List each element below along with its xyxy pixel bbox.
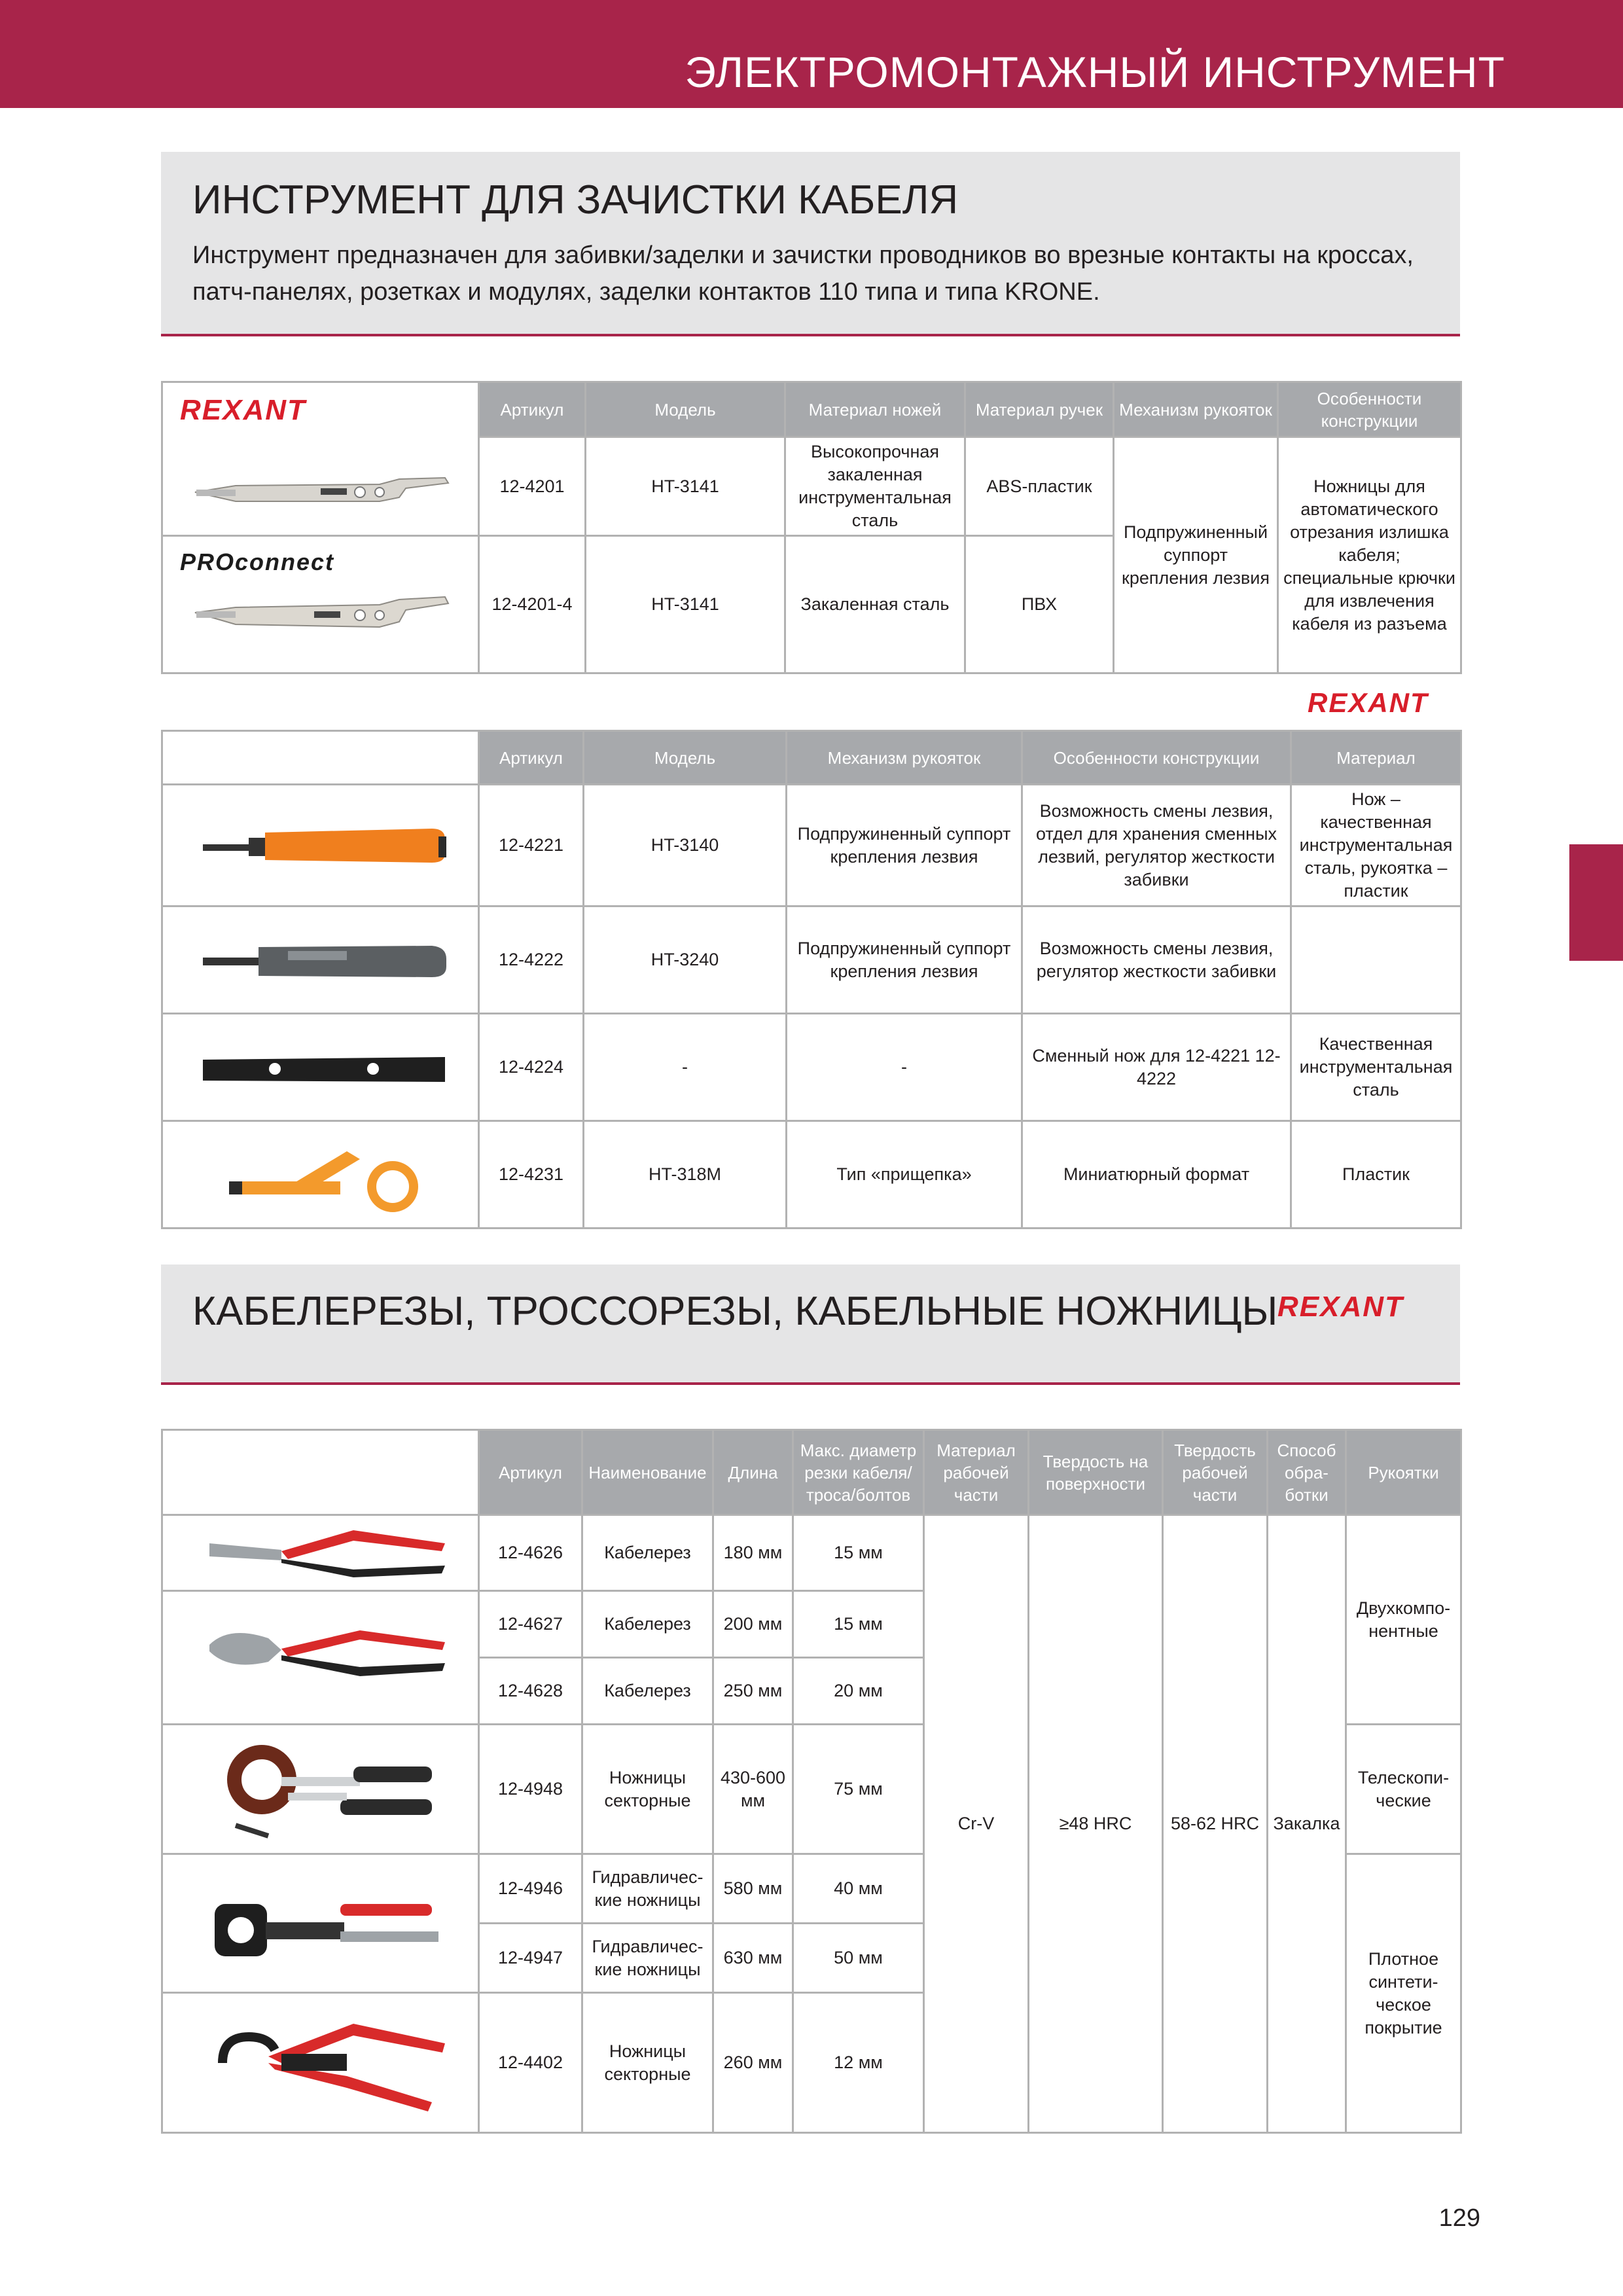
article-cell: 12-4948 [479,1725,582,1854]
table-row [162,785,1461,906]
brand-logo-cell [162,382,479,437]
product-image [162,906,479,1014]
ratchet-cable-cutter-icon [183,1727,458,1852]
table-row [162,1121,1461,1229]
article-cell: 12-4628 [479,1658,582,1725]
surface-hardness-cell: ≥48 HRC [1029,1515,1163,2133]
section-description: Инструмент предназначен для забивки/заделки и зачистки проводников во врезные контакты на кроссах, патч-панелях, розетках и модулях, заделки контактов 110 типа и типа KRONE. [192,242,1414,306]
blade-cell: Закаленная сталь [785,536,965,673]
mechanism-cell: - [787,1014,1022,1121]
col-article: Артикул [479,1430,582,1515]
product-image [162,437,479,536]
diameter-cell: 75 мм [793,1725,924,1854]
article-cell: 12-4221 [479,785,584,906]
length-cell: 180 мм [713,1515,793,1591]
product-image [162,785,479,906]
col-article: Артикул [479,382,586,437]
name-cell: Кабелерез [582,1591,713,1658]
table-row [162,1014,1461,1121]
article-cell: 12-4231 [479,1121,584,1229]
col-name: Наименование [582,1430,713,1515]
col-material: Материал [1291,731,1461,785]
length-cell: 430-600 мм [713,1725,793,1854]
col-blade-material: Материал ножей [785,382,965,437]
features-cell: Сменный нож для 12-4221 12-4222 [1022,1014,1291,1121]
col-work-hardness: Твердость рабочей части [1163,1430,1268,1515]
work-material-cell: Cr-V [924,1515,1029,2133]
col-work-material: Материал рабочей части [924,1430,1029,1515]
handles-cell: Телескопи-ческие [1346,1725,1461,1854]
mini-stripper-icon [177,1129,465,1221]
diameter-cell: 12 мм [793,1993,924,2133]
material-cell: Нож – качественная инструментальная сталь, рукоятка – пластик [1291,785,1461,906]
punch-down-tool-icon [183,573,458,658]
section-cable-cutters [161,1265,1460,1385]
treatment-cell: Закалка [1268,1515,1346,2133]
mechanism-cell: Подпружиненный суппорт крепления лезвия [787,785,1022,906]
product-image [162,536,479,673]
table-row [162,1515,1461,1591]
model-cell: HT-3240 [584,906,787,1014]
product-image [162,1854,479,1993]
gray-punch-tool-icon [177,914,465,1006]
handle-cell: ABS-пластик [965,437,1114,536]
hydraulic-cutter-icon [183,1858,458,1989]
table-row [162,906,1461,1014]
col-features: Особенности конструкции [1022,731,1291,785]
article-cell: 12-4201 [479,437,586,536]
diameter-cell: 50 мм [793,1924,924,1993]
proconnect-logo: PROconnect [180,548,335,575]
mechanism-cell: Подпружиненный суппорт крепления лезвия [787,906,1022,1014]
article-cell: 12-4946 [479,1854,582,1924]
features-cell: Миниатюрный формат [1022,1121,1291,1229]
section-title: ИНСТРУМЕНТ ДЛЯ ЗАЧИСТКИ КАБЕЛЯ [192,177,959,223]
col-surface-hardness: Твердость на поверхности [1029,1430,1163,1515]
table-row [162,437,1461,536]
diameter-cell: 40 мм [793,1854,924,1924]
rexant-logo: REXANT [180,393,306,426]
product-image [162,1515,479,1591]
punch-down-tool-icon [183,446,458,525]
col-features: Особенности конструкции [1278,382,1461,437]
article-cell: 12-4627 [479,1591,582,1658]
length-cell: 200 мм [713,1591,793,1658]
material-cell: Качественная инструментальная сталь [1291,1014,1461,1121]
empty-header-cell [162,1430,479,1515]
model-cell: - [584,1014,787,1121]
material-cell [1291,906,1461,1014]
col-max-diameter: Макс. диаметр резки кабеля/ троса/болтов [793,1430,924,1515]
sector-cutter-icon [183,1998,458,2128]
catalog-title: ЭЛЕКТРОМОНТАЖНЫЙ ИНСТРУМЕНТ [685,48,1505,96]
top-header-bar [0,0,1623,108]
features-cell: Возможность смены лезвия, отдел для хранения сменных лезвий, регулятор жесткости забивки [1022,785,1291,906]
col-model: Модель [584,731,787,785]
replacement-blade-icon [177,1022,465,1113]
product-image [162,1993,479,2133]
name-cell: Ножницы секторные [582,1993,713,2133]
rexant-logo: REXANT [1308,687,1429,718]
col-article: Артикул [479,731,584,785]
blade-cell: Высокопрочная закаленная инструментальная сталь [785,437,965,536]
length-cell: 630 мм [713,1924,793,1993]
diameter-cell: 20 мм [793,1658,924,1725]
name-cell: Ножницы секторные [582,1725,713,1854]
product-image [162,1725,479,1854]
orange-punch-tool-icon [177,800,465,891]
work-hardness-cell: 58-62 HRC [1163,1515,1268,2133]
article-cell: 12-4201-4 [479,536,586,673]
mechanism-cell: Подпружиненный суппорт крепления лезвия [1114,437,1278,673]
name-cell: Кабелерез [582,1658,713,1725]
article-cell: 12-4222 [479,906,584,1014]
side-tab-marker [1569,844,1623,961]
article-cell: 12-4947 [479,1924,582,1993]
handles-cell: Двухкомпо-нентные [1346,1515,1461,1725]
model-cell: HT-3140 [584,785,787,906]
col-handle-material: Материал ручек [965,382,1114,437]
article-cell: 12-4224 [479,1014,584,1121]
stripper-table-2 [161,730,1462,1229]
page-number: 129 [1438,2204,1480,2232]
model-cell: HT-3141 [586,437,785,536]
col-handles: Рукоятки [1346,1430,1461,1515]
model-cell: HT-3141 [586,536,785,673]
col-length: Длина [713,1430,793,1515]
stripper-table-1 [161,381,1462,674]
features-cell: Возможность смены лезвия, регулятор жесткости забивки [1022,906,1291,1014]
model-cell: HT-318M [584,1121,787,1229]
product-image [162,1014,479,1121]
cable-cutter-icon [183,1599,458,1717]
handle-cell: ПВХ [965,536,1114,673]
length-cell: 260 мм [713,1993,793,2133]
features-cell: Ножницы для автоматического отрезания излишка кабеля; специальные крючки для извлечения кабеля из разъема [1278,437,1461,673]
material-cell: Пластик [1291,1121,1461,1229]
name-cell: Гидравличес-кие ножницы [582,1924,713,1993]
length-cell: 580 мм [713,1854,793,1924]
length-cell: 250 мм [713,1658,793,1725]
product-image [162,1591,479,1725]
article-cell: 12-4626 [479,1515,582,1591]
rexant-logo: REXANT [1277,1291,1404,1323]
cutters-table [161,1429,1462,2134]
diameter-cell: 15 мм [793,1515,924,1591]
col-treatment: Способ обра-ботки [1268,1430,1346,1515]
diameter-cell: 15 мм [793,1591,924,1658]
col-mechanism: Механизм рукояток [787,731,1022,785]
col-mechanism: Механизм рукояток [1114,382,1278,437]
diagonal-cutter-icon [183,1517,458,1589]
product-image [162,1121,479,1229]
empty-header-cell [162,731,479,785]
article-cell: 12-4402 [479,1993,582,2133]
section-stripping-tools [161,152,1460,336]
mechanism-cell: Тип «прищепка» [787,1121,1022,1229]
section-title: КАБЕЛЕРЕЗЫ, ТРОССОРЕЗЫ, КАБЕЛЬНЫЕ НОЖНИЦЫ [192,1289,1278,1334]
handles-cell: Плотное синтети-ческое покрытие [1346,1854,1461,2133]
name-cell: Гидравличес-кие ножницы [582,1854,713,1924]
col-model: Модель [586,382,785,437]
name-cell: Кабелерез [582,1515,713,1591]
